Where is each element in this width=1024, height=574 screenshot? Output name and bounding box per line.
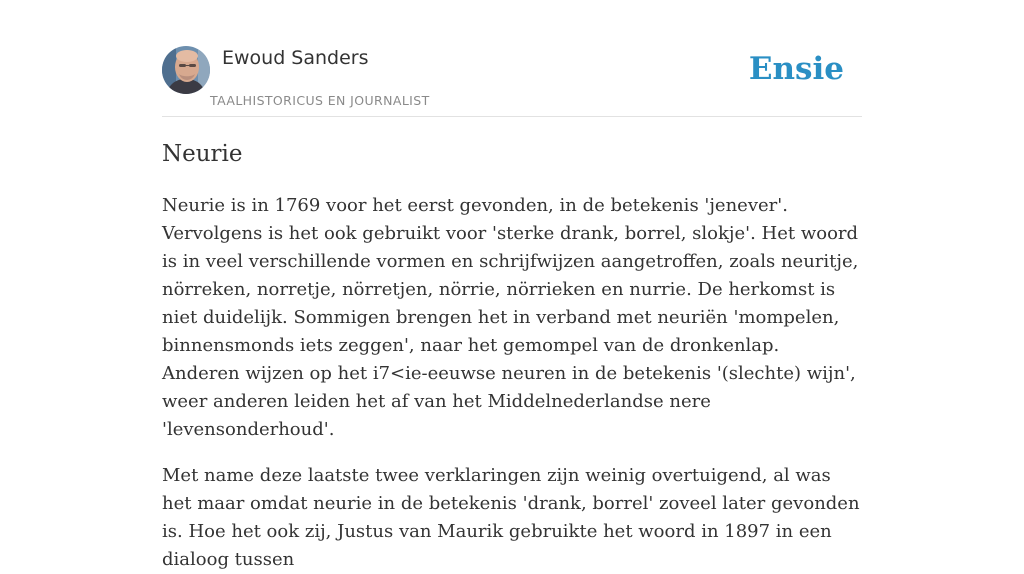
article-body <box>162 138 862 574</box>
brand-logo[interactable]: Ensie <box>748 51 844 87</box>
article-title: Neurie <box>162 141 243 167</box>
author-avatar[interactable] <box>162 46 210 94</box>
article-header <box>162 46 862 117</box>
author-role: TAALHISTORICUS EN JOURNALIST <box>210 93 430 108</box>
author-name[interactable]: Ewoud Sanders <box>222 47 369 69</box>
article-paragraph: Met name deze laatste twee verklaringen zijn weinig overtuigend, al was het maar omdat neurie in de betekenis 'drank, borrel' zoveel later gevonden is. Hoe het ook zij, Justus van Maurik gebruikte het woord in 1897 in een dialoog tussen <box>162 465 860 570</box>
article-paragraph: Neurie is in 1769 voor het eerst gevonden, in de betekenis 'jenever'. Vervolgens is het ook gebruikt voor 'sterke drank, borrel, slokje'. Het woord is in veel verschillende vormen en schrijfwijzen aangetroffen, zoals neuritje, nörreken, norretje, nörretjen, nörrie, nörrieken en nurrie. De herkomst is niet duidelijk. Sommigen brengen het in verband met neuriën 'mompelen, binnensmonds iets zeggen', naar het gemompel van de dronkenlap. Anderen wijzen op het i7<ie-eeuwse neuren in de betekenis '(slechte) wijn', weer anderen leiden het af van het Middelnederlandse nere 'levensonderhoud'. <box>162 195 859 440</box>
author-photo <box>162 46 210 94</box>
